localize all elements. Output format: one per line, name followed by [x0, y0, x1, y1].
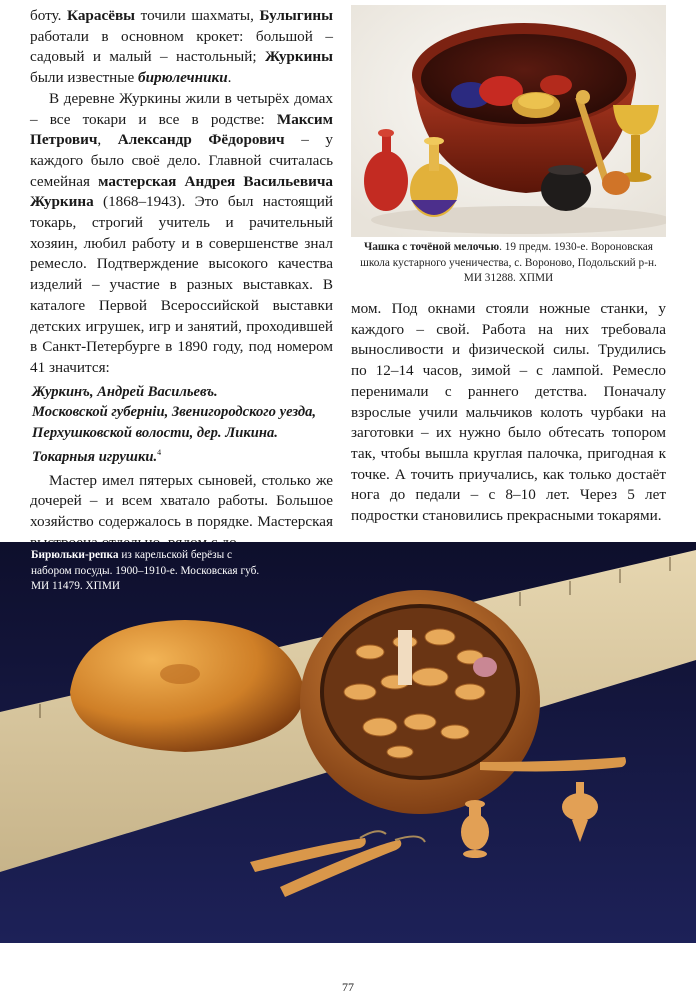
caption-text: . 19 предм. 1930-е. Вороновская школа кустарного ученичества, с. Вороново, Подольский р-н. МИ 31288. ХПМИ: [360, 241, 657, 284]
text: точили шахматы,: [135, 7, 260, 24]
right-text-column: [351, 299, 666, 527]
catalog-line: [32, 443, 333, 468]
term: бирюлечники: [138, 69, 228, 87]
catalog-line: Перхушковской волости, дер. Ликина.: [32, 424, 278, 441]
biryulki-photo: [0, 542, 696, 943]
text: (1868–1943). Это был настоящий токарь, строгий учитель и рачительный хозяин, любил работу и в совершенстве знал ремесло. Подтверждение высокого качества изделий – участие в разных выставках. В каталоге Первой Всероссийской выставки детских игрушек, игр и занятий, проходившей в Санкт-Петербурге в 1890 году, под номером 41 значится:: [30, 193, 333, 376]
family-name: Булыгины: [259, 7, 333, 24]
paragraph-2: [30, 89, 333, 379]
paragraph-1: [30, 6, 333, 89]
text: .: [227, 69, 232, 87]
caption-text: из карельской берёзы с набором посуды. 1900–1910-е. Московская губ. МИ 11479. ХПМИ: [31, 549, 260, 592]
family-name: Карасёвы: [67, 7, 136, 24]
left-text-column: [30, 6, 333, 553]
catalog-line: Журкинъ, Андрей Васильевъ.: [32, 383, 218, 400]
person-name: Максим Петрович: [30, 110, 333, 149]
catalog-quote: [32, 382, 333, 468]
bowl-photo: [351, 5, 666, 237]
page-number: 77: [342, 980, 354, 994]
text: были известные: [30, 69, 139, 87]
text: – у каждого было своё дело. Главной считалась семейная: [30, 131, 333, 190]
bowl-illustration: [351, 5, 666, 237]
caption-title: Бирюльки-репка: [31, 549, 119, 561]
text: В деревне Журкины жили в четырёх домах – все токари и все в родстве:: [30, 89, 333, 128]
paragraph-continued: мом. Под окнами стояли ножные станки, у каждого – свой. Работа на них требовала выносливости и физической силы. Трудились по 12–14 часов, зимой – с лампой. Ремесло перенимали с раннего детства. Поначалу взрослые учили мальчиков колоть чурбаки на заготовки – их нужно было обтесать топором так, чтобы вышла круглая палочка, пригодная к точке. А точить приучались, как только достаёт нога до педали – с 8–10 лет. Через 5 лет подростки становились прекрасными токарями.: [351, 300, 666, 525]
top-photo-caption: [352, 240, 665, 287]
text: боту.: [30, 7, 68, 24]
workshop-name: мастерская Андрея Васильевича Журкина: [30, 172, 333, 211]
footnote-ref: 4: [157, 448, 162, 458]
catalog-line: Московской губерніи, Звенигородского уезда,: [32, 404, 317, 421]
bottom-photo-caption: [31, 548, 261, 595]
text: Токарныя игрушки.: [32, 449, 158, 466]
text: работали в основном крокет: большой – садовый и малый – настольный;: [30, 27, 333, 66]
text: ,: [97, 131, 118, 149]
person-name: Александр Фёдорович: [117, 131, 285, 149]
caption-title: Чашка с точёной мелочью: [363, 241, 500, 253]
biryulki-illustration: [0, 542, 696, 943]
paragraph-3: Мастер имел пятерых сыновей, столько же дочерей – и всем хватало работы. Большое хозяйство содержалось в порядке. Мастерская: [30, 471, 333, 531]
family-name: Журкины: [264, 48, 333, 66]
